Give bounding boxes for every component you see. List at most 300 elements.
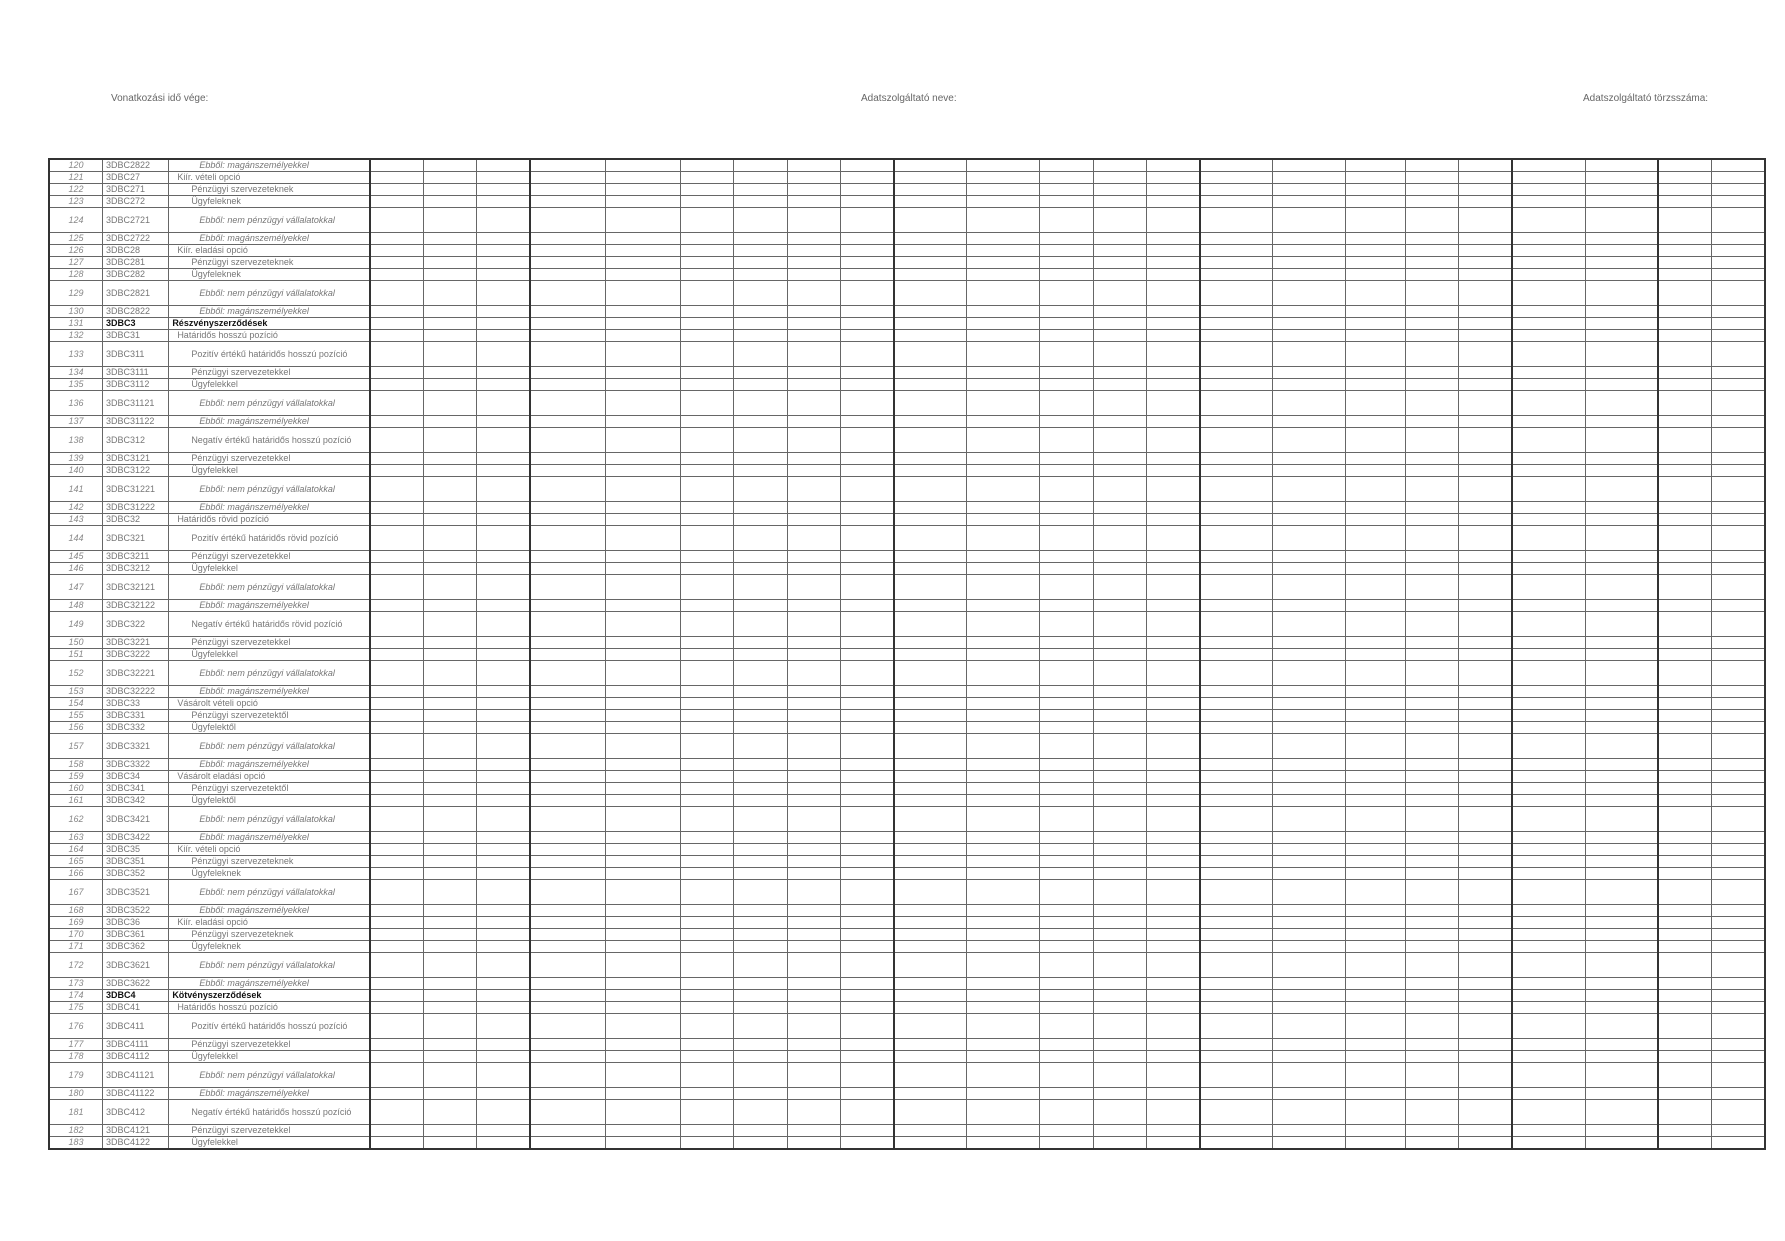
value-cell[interactable] [680,477,733,502]
value-cell[interactable] [1711,465,1765,477]
value-cell[interactable] [1459,391,1512,416]
value-cell[interactable] [967,917,1040,929]
value-cell[interactable] [423,612,476,637]
value-cell[interactable] [894,807,967,832]
value-cell[interactable] [734,245,787,257]
value-cell[interactable] [1585,917,1658,929]
value-cell[interactable] [1147,686,1200,698]
value-cell[interactable] [1147,795,1200,807]
value-cell[interactable] [1147,453,1200,465]
value-cell[interactable] [1345,575,1405,600]
value-cell[interactable] [477,600,530,612]
value-cell[interactable] [734,416,787,428]
value-cell[interactable] [1200,1014,1273,1039]
value-cell[interactable] [530,1137,605,1150]
value-cell[interactable] [680,551,733,563]
value-cell[interactable] [1147,722,1200,734]
value-cell[interactable] [1459,1014,1512,1039]
value-cell[interactable] [1345,1002,1405,1014]
value-cell[interactable] [841,428,894,453]
value-cell[interactable] [1093,941,1146,953]
value-cell[interactable] [1345,379,1405,391]
value-cell[interactable] [787,698,840,710]
value-cell[interactable] [1093,783,1146,795]
value-cell[interactable] [530,269,605,281]
value-cell[interactable] [1200,514,1273,526]
value-cell[interactable] [1345,233,1405,245]
value-cell[interactable] [1711,649,1765,661]
value-cell[interactable] [894,661,967,686]
value-cell[interactable] [1459,514,1512,526]
value-cell[interactable] [967,637,1040,649]
value-cell[interactable] [1200,563,1273,575]
value-cell[interactable] [1345,795,1405,807]
value-cell[interactable] [1658,917,1711,929]
value-cell[interactable] [1200,281,1273,306]
value-cell[interactable] [1147,929,1200,941]
value-cell[interactable] [1512,1014,1585,1039]
value-cell[interactable] [967,856,1040,868]
value-cell[interactable] [1200,318,1273,330]
value-cell[interactable] [841,477,894,502]
value-cell[interactable] [1405,661,1458,686]
value-cell[interactable] [1273,391,1346,416]
value-cell[interactable] [734,1137,787,1150]
value-cell[interactable] [530,551,605,563]
value-cell[interactable] [605,551,680,563]
value-cell[interactable] [787,905,840,917]
value-cell[interactable] [1512,257,1585,269]
value-cell[interactable] [1711,698,1765,710]
value-cell[interactable] [530,1002,605,1014]
value-cell[interactable] [1459,306,1512,318]
value-cell[interactable] [477,1137,530,1150]
value-cell[interactable] [1658,953,1711,978]
value-cell[interactable] [530,978,605,990]
value-cell[interactable] [530,637,605,649]
value-cell[interactable] [1273,416,1346,428]
value-cell[interactable] [1040,600,1093,612]
value-cell[interactable] [894,734,967,759]
value-cell[interactable] [1200,917,1273,929]
value-cell[interactable] [605,637,680,649]
value-cell[interactable] [1093,551,1146,563]
value-cell[interactable] [787,880,840,905]
value-cell[interactable] [605,990,680,1002]
value-cell[interactable] [1405,245,1458,257]
value-cell[interactable] [894,844,967,856]
value-cell[interactable] [841,330,894,342]
value-cell[interactable] [967,514,1040,526]
value-cell[interactable] [1658,379,1711,391]
value-cell[interactable] [1040,465,1093,477]
value-cell[interactable] [894,1100,967,1125]
value-cell[interactable] [787,159,840,172]
value-cell[interactable] [967,477,1040,502]
value-cell[interactable] [423,661,476,686]
value-cell[interactable] [680,306,733,318]
value-cell[interactable] [477,1063,530,1088]
value-cell[interactable] [787,257,840,269]
value-cell[interactable] [1711,759,1765,771]
value-cell[interactable] [1405,306,1458,318]
value-cell[interactable] [477,514,530,526]
value-cell[interactable] [680,1051,733,1063]
value-cell[interactable] [370,245,423,257]
value-cell[interactable] [967,208,1040,233]
value-cell[interactable] [530,1088,605,1100]
value-cell[interactable] [1711,318,1765,330]
value-cell[interactable] [1459,269,1512,281]
value-cell[interactable] [841,953,894,978]
value-cell[interactable] [1200,416,1273,428]
value-cell[interactable] [1345,342,1405,367]
value-cell[interactable] [1512,342,1585,367]
value-cell[interactable] [1711,196,1765,208]
value-cell[interactable] [1711,342,1765,367]
value-cell[interactable] [1711,1125,1765,1137]
value-cell[interactable] [734,502,787,514]
value-cell[interactable] [680,905,733,917]
value-cell[interactable] [1459,208,1512,233]
value-cell[interactable] [680,1063,733,1088]
value-cell[interactable] [1658,637,1711,649]
value-cell[interactable] [530,771,605,783]
value-cell[interactable] [1658,1125,1711,1137]
value-cell[interactable] [530,734,605,759]
value-cell[interactable] [477,208,530,233]
value-cell[interactable] [1658,698,1711,710]
value-cell[interactable] [370,905,423,917]
value-cell[interactable] [1040,196,1093,208]
value-cell[interactable] [1093,526,1146,551]
value-cell[interactable] [423,637,476,649]
value-cell[interactable] [1200,245,1273,257]
value-cell[interactable] [1273,722,1346,734]
value-cell[interactable] [1345,856,1405,868]
value-cell[interactable] [1512,233,1585,245]
value-cell[interactable] [1273,844,1346,856]
value-cell[interactable] [1459,428,1512,453]
value-cell[interactable] [605,929,680,941]
value-cell[interactable] [1273,698,1346,710]
value-cell[interactable] [1200,600,1273,612]
value-cell[interactable] [605,917,680,929]
value-cell[interactable] [1040,502,1093,514]
value-cell[interactable] [734,880,787,905]
value-cell[interactable] [1658,1088,1711,1100]
value-cell[interactable] [734,661,787,686]
value-cell[interactable] [370,1039,423,1051]
value-cell[interactable] [1093,868,1146,880]
value-cell[interactable] [894,526,967,551]
value-cell[interactable] [1147,978,1200,990]
value-cell[interactable] [530,1125,605,1137]
value-cell[interactable] [370,844,423,856]
value-cell[interactable] [1040,978,1093,990]
value-cell[interactable] [530,710,605,722]
value-cell[interactable] [477,1100,530,1125]
value-cell[interactable] [477,367,530,379]
value-cell[interactable] [841,306,894,318]
value-cell[interactable] [1093,1014,1146,1039]
value-cell[interactable] [1658,208,1711,233]
value-cell[interactable] [423,1014,476,1039]
value-cell[interactable] [967,612,1040,637]
value-cell[interactable] [841,551,894,563]
value-cell[interactable] [1512,391,1585,416]
value-cell[interactable] [894,257,967,269]
value-cell[interactable] [787,172,840,184]
value-cell[interactable] [1459,759,1512,771]
value-cell[interactable] [787,318,840,330]
value-cell[interactable] [787,917,840,929]
value-cell[interactable] [1345,722,1405,734]
value-cell[interactable] [1040,1125,1093,1137]
value-cell[interactable] [1040,184,1093,196]
value-cell[interactable] [1585,844,1658,856]
value-cell[interactable] [787,649,840,661]
value-cell[interactable] [1200,990,1273,1002]
value-cell[interactable] [1093,1125,1146,1137]
value-cell[interactable] [605,563,680,575]
value-cell[interactable] [477,783,530,795]
value-cell[interactable] [680,941,733,953]
value-cell[interactable] [841,208,894,233]
value-cell[interactable] [1658,783,1711,795]
value-cell[interactable] [1512,526,1585,551]
value-cell[interactable] [1512,245,1585,257]
value-cell[interactable] [967,844,1040,856]
value-cell[interactable] [787,208,840,233]
value-cell[interactable] [841,1051,894,1063]
value-cell[interactable] [680,661,733,686]
value-cell[interactable] [680,1002,733,1014]
value-cell[interactable] [1512,575,1585,600]
value-cell[interactable] [787,771,840,783]
value-cell[interactable] [1273,379,1346,391]
value-cell[interactable] [680,649,733,661]
value-cell[interactable] [1512,1039,1585,1051]
value-cell[interactable] [605,1137,680,1150]
value-cell[interactable] [423,342,476,367]
value-cell[interactable] [967,783,1040,795]
value-cell[interactable] [841,698,894,710]
value-cell[interactable] [1459,342,1512,367]
value-cell[interactable] [1512,1125,1585,1137]
value-cell[interactable] [1585,563,1658,575]
value-cell[interactable] [894,1002,967,1014]
value-cell[interactable] [787,502,840,514]
value-cell[interactable] [370,807,423,832]
value-cell[interactable] [1585,342,1658,367]
value-cell[interactable] [1040,416,1093,428]
value-cell[interactable] [370,184,423,196]
value-cell[interactable] [1459,233,1512,245]
value-cell[interactable] [1345,698,1405,710]
value-cell[interactable] [1512,917,1585,929]
value-cell[interactable] [605,807,680,832]
value-cell[interactable] [605,612,680,637]
value-cell[interactable] [423,795,476,807]
value-cell[interactable] [530,477,605,502]
value-cell[interactable] [370,208,423,233]
value-cell[interactable] [1585,318,1658,330]
value-cell[interactable] [734,257,787,269]
value-cell[interactable] [787,661,840,686]
value-cell[interactable] [1147,1137,1200,1150]
value-cell[interactable] [1405,563,1458,575]
value-cell[interactable] [787,832,840,844]
value-cell[interactable] [1147,330,1200,342]
value-cell[interactable] [1585,795,1658,807]
value-cell[interactable] [1040,233,1093,245]
value-cell[interactable] [423,1039,476,1051]
value-cell[interactable] [1459,184,1512,196]
value-cell[interactable] [1405,795,1458,807]
value-cell[interactable] [1345,514,1405,526]
value-cell[interactable] [1147,465,1200,477]
value-cell[interactable] [1512,1137,1585,1150]
value-cell[interactable] [1147,342,1200,367]
value-cell[interactable] [1200,1088,1273,1100]
value-cell[interactable] [841,929,894,941]
value-cell[interactable] [477,612,530,637]
value-cell[interactable] [967,245,1040,257]
value-cell[interactable] [1147,575,1200,600]
value-cell[interactable] [477,844,530,856]
value-cell[interactable] [1273,208,1346,233]
value-cell[interactable] [841,1063,894,1088]
value-cell[interactable] [1405,1100,1458,1125]
value-cell[interactable] [1585,990,1658,1002]
value-cell[interactable] [423,379,476,391]
value-cell[interactable] [680,686,733,698]
value-cell[interactable] [1040,1039,1093,1051]
value-cell[interactable] [1040,698,1093,710]
value-cell[interactable] [1585,379,1658,391]
value-cell[interactable] [1147,1100,1200,1125]
value-cell[interactable] [1512,1088,1585,1100]
value-cell[interactable] [1585,502,1658,514]
value-cell[interactable] [1405,1063,1458,1088]
value-cell[interactable] [423,990,476,1002]
value-cell[interactable] [1512,318,1585,330]
value-cell[interactable] [1345,318,1405,330]
value-cell[interactable] [1512,600,1585,612]
value-cell[interactable] [1711,856,1765,868]
value-cell[interactable] [967,686,1040,698]
value-cell[interactable] [967,172,1040,184]
value-cell[interactable] [1459,783,1512,795]
value-cell[interactable] [370,771,423,783]
value-cell[interactable] [423,159,476,172]
value-cell[interactable] [1459,929,1512,941]
value-cell[interactable] [1459,379,1512,391]
value-cell[interactable] [1273,710,1346,722]
value-cell[interactable] [1273,465,1346,477]
value-cell[interactable] [1459,686,1512,698]
value-cell[interactable] [1147,661,1200,686]
value-cell[interactable] [1093,342,1146,367]
value-cell[interactable] [477,771,530,783]
value-cell[interactable] [1345,771,1405,783]
value-cell[interactable] [423,551,476,563]
value-cell[interactable] [787,245,840,257]
value-cell[interactable] [734,465,787,477]
value-cell[interactable] [1147,1088,1200,1100]
value-cell[interactable] [1711,734,1765,759]
value-cell[interactable] [530,184,605,196]
value-cell[interactable] [530,391,605,416]
value-cell[interactable] [1512,868,1585,880]
value-cell[interactable] [1273,856,1346,868]
value-cell[interactable] [1040,306,1093,318]
value-cell[interactable] [1345,184,1405,196]
value-cell[interactable] [1512,379,1585,391]
value-cell[interactable] [1093,844,1146,856]
value-cell[interactable] [1459,502,1512,514]
value-cell[interactable] [894,367,967,379]
value-cell[interactable] [787,330,840,342]
value-cell[interactable] [894,1014,967,1039]
value-cell[interactable] [1585,416,1658,428]
value-cell[interactable] [370,686,423,698]
value-cell[interactable] [1147,1002,1200,1014]
value-cell[interactable] [423,1137,476,1150]
value-cell[interactable] [1147,832,1200,844]
value-cell[interactable] [1040,391,1093,416]
value-cell[interactable] [1512,759,1585,771]
value-cell[interactable] [1345,465,1405,477]
value-cell[interactable] [1200,856,1273,868]
value-cell[interactable] [841,1014,894,1039]
value-cell[interactable] [967,868,1040,880]
value-cell[interactable] [477,159,530,172]
value-cell[interactable] [370,990,423,1002]
value-cell[interactable] [1459,526,1512,551]
value-cell[interactable] [530,575,605,600]
value-cell[interactable] [530,929,605,941]
value-cell[interactable] [1273,1039,1346,1051]
value-cell[interactable] [894,318,967,330]
value-cell[interactable] [1200,832,1273,844]
value-cell[interactable] [423,734,476,759]
value-cell[interactable] [734,1125,787,1137]
value-cell[interactable] [605,1002,680,1014]
value-cell[interactable] [423,698,476,710]
value-cell[interactable] [1273,1063,1346,1088]
value-cell[interactable] [1658,257,1711,269]
value-cell[interactable] [841,342,894,367]
value-cell[interactable] [1147,807,1200,832]
value-cell[interactable] [423,318,476,330]
value-cell[interactable] [477,759,530,771]
value-cell[interactable] [1405,1125,1458,1137]
value-cell[interactable] [530,868,605,880]
value-cell[interactable] [680,759,733,771]
value-cell[interactable] [1585,698,1658,710]
value-cell[interactable] [477,1039,530,1051]
value-cell[interactable] [1147,208,1200,233]
value-cell[interactable] [1200,330,1273,342]
value-cell[interactable] [1658,391,1711,416]
value-cell[interactable] [967,1137,1040,1150]
value-cell[interactable] [1512,306,1585,318]
value-cell[interactable] [967,269,1040,281]
value-cell[interactable] [1093,953,1146,978]
value-cell[interactable] [1273,318,1346,330]
